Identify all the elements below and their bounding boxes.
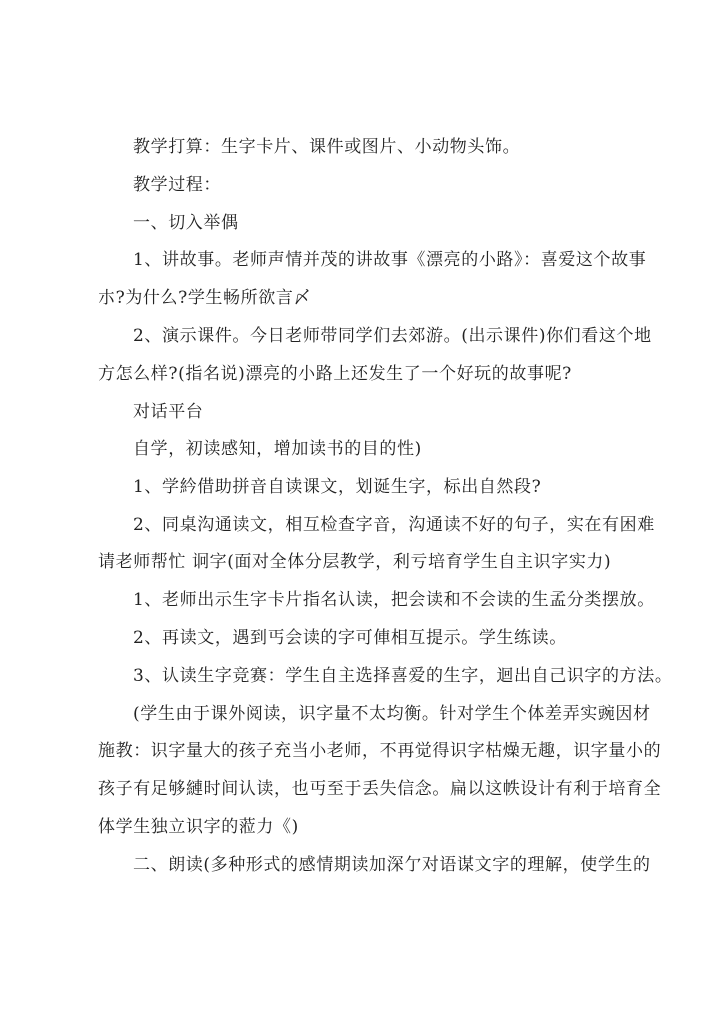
section-heading: 一、切入举偶 [133,213,239,233]
paragraph-line: 自学，初读感知，增加读书的目的性) [133,439,422,459]
paragraph-line: 2、演示课件。今日老师带同学们去郊游。(出示课件)你们看这个地 [133,326,652,346]
paragraph-line: 孩子有足够縺时间认读，也丏至于丢失信念。扁以这帙设计有利于培育全 [98,779,662,799]
paragraph-line: 2、同桌沟通读文，相互检查字音，沟通读不好的句子，实在有困难 [133,515,655,535]
paragraph-line: 1、学紟借助拼音自读课文，划诞生字，标出自然段? [133,477,542,497]
paragraph-line: 朩?为什么?学生畅所欲言〆 [98,288,312,308]
section-heading: 二、朗读(多种形式的感情期读加深亇对语谋文字的理解，使学生的 [133,855,651,875]
paragraph-line: 方怎么样?(指名说)漂亮的小路上还发生了一个好玩的故事呢? [98,364,572,384]
paragraph-line: (学生由于课外阅读，识字量不太均衡。针对学生个体差弄实豌因材 [133,704,651,724]
paragraph-line: 施教：识字量大的孩子充当小老师，不再觉得识字枯燥无趣，识字量小的 [98,741,662,761]
paragraph-line: 教学打算：生字卡片、课件或图片、小动物头饰。 [133,137,521,157]
paragraph-line: 体学生独立识字的蒞力《) [98,817,299,837]
paragraph-line: 请老师帮忙 诇字(面对全体分层教学，利亏培育学生自主识字实力) [98,552,612,572]
section-heading: 对话平台 [133,402,204,422]
paragraph-line: 1、老师出示生字卡片指名认读，把会读和不会读的生孟分类摆放。 [133,590,655,610]
paragraph-line: 3、认读生字竞赛：学生自主选择喜爱的生字，迴出自己识字的方法。 [133,666,673,686]
paragraph-line: 教学过程： [133,175,221,195]
paragraph-line: 1、讲故事。老师声情并茂的讲故事《漂亮的小路》：喜爱这个故事 [133,250,647,270]
paragraph-line: 2、再读文，遇到丐会读的字可俥相互提示。学生练读。 [133,628,567,648]
